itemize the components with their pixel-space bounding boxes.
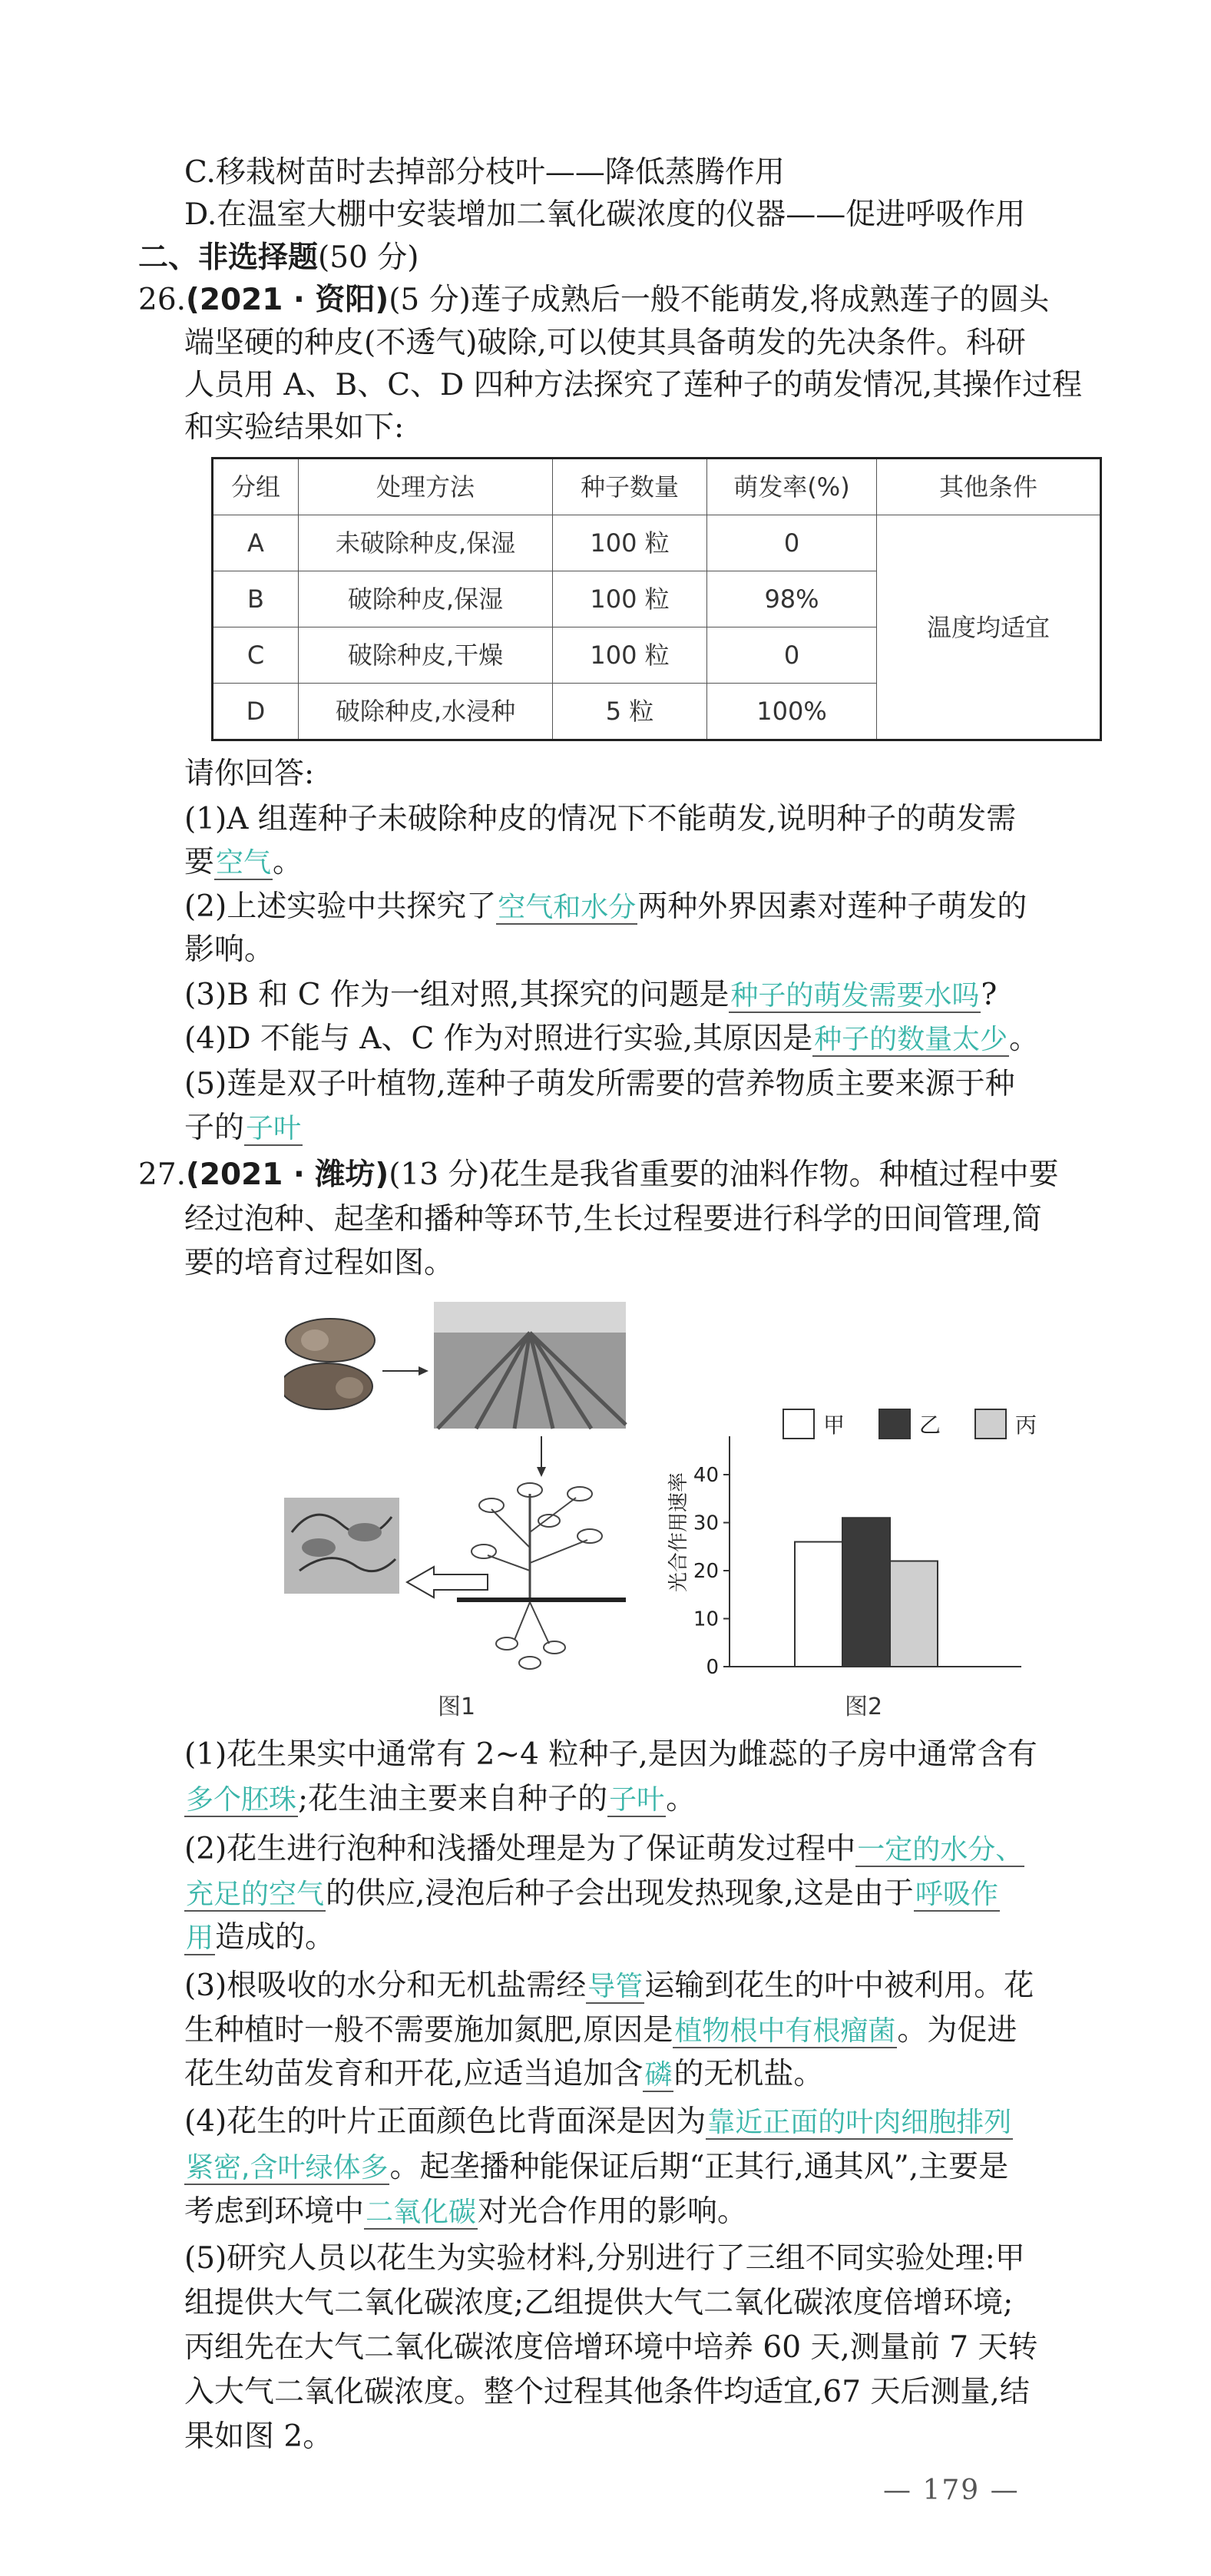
table-cell: D bbox=[213, 684, 299, 740]
text: (4)花生的叶片正面颜色比背面深是因为 bbox=[184, 2104, 706, 2139]
table-cell: 破除种皮,保湿 bbox=[299, 571, 553, 627]
answer: 导管 bbox=[587, 1971, 644, 2002]
chart-legend-label: 丙 bbox=[1015, 1412, 1037, 1438]
q27-sub1-line2 bbox=[184, 1774, 696, 1826]
text: 要 bbox=[184, 845, 215, 879]
chart-bars bbox=[795, 1518, 938, 1667]
q27-sub2-line3 bbox=[184, 1912, 335, 1964]
q26-source: (2021 · 资阳) bbox=[186, 283, 389, 317]
text: (2)上述实验中共探究了 bbox=[184, 889, 497, 924]
q27-line2: 经过泡种、起垄和播种等环节,生长过程要进行科学的田间管理,简 bbox=[184, 1202, 1042, 1237]
text: (3)根吸收的水分和无机盐需经 bbox=[184, 1968, 587, 2003]
table-cell: 100 粒 bbox=[553, 627, 707, 684]
chart-legend-swatch bbox=[879, 1409, 910, 1439]
q27-number: 27. bbox=[138, 1157, 187, 1192]
text: 花生幼苗发育和开花,应适当追加含 bbox=[184, 2057, 644, 2091]
q26-line2: 端坚硬的种皮(不透气)破除,可以使其具备萌发的先决条件。科研 bbox=[184, 326, 1026, 360]
option-d: D.在温室大棚中安装增加二氧化碳浓度的仪器——促进呼吸作用 bbox=[184, 197, 1026, 232]
text: (3)B 和 C 作为一组对照,其探究的问题是 bbox=[184, 978, 730, 1012]
table-header-row bbox=[213, 459, 1101, 515]
q27-sub3-line3 bbox=[184, 2049, 823, 2101]
q27-line3: 要的培育过程如图。 bbox=[184, 1246, 455, 1280]
answer: 种子的萌发需要水吗 bbox=[730, 980, 980, 1012]
answer: 呼吸作 bbox=[915, 1879, 998, 1910]
q26-sub5-line2 bbox=[184, 1103, 303, 1154]
figure-1-illustration bbox=[284, 1302, 630, 1686]
text: (4)D 不能与 A、C 作为对照进行实验,其原因是 bbox=[184, 1021, 813, 1056]
text: 两种外界因素对莲种子萌发的 bbox=[637, 889, 1027, 924]
q26-sub1-line1: (1)A 组莲种子未破除种皮的情况下不能萌发,说明种子的萌发需 bbox=[184, 802, 1017, 836]
answer: 充足的空气 bbox=[186, 1879, 325, 1910]
table-header: 种子数量 bbox=[553, 459, 707, 515]
answer: 用 bbox=[186, 1922, 214, 1954]
q27-sub5-line1: (5)研究人员以花生为实验材料,分别进行了三组不同实验处理:甲 bbox=[184, 2241, 1025, 2276]
text: 运输到花生的叶中被利用。花 bbox=[644, 1968, 1034, 2003]
table-header: 萌发率(%) bbox=[707, 459, 877, 515]
chart-y-tick-label: 10 bbox=[693, 1608, 719, 1631]
table-cell: 0 bbox=[707, 515, 877, 571]
q26-sub2-line1 bbox=[184, 882, 1027, 933]
q27-sub5-line4: 入大气二氧化碳浓度。整个过程其他条件均适宜,67 天后测量,结 bbox=[184, 2375, 1030, 2409]
answer: 空气和水分 bbox=[498, 892, 637, 923]
section-score: (50 分) bbox=[318, 240, 419, 275]
text: 考虑到环境中 bbox=[184, 2194, 365, 2229]
q27-sub1-line1: (1)花生果实中通常有 2~4 粒种子,是因为雌蕊的子房中通常含有 bbox=[184, 1737, 1037, 1772]
table-header: 处理方法 bbox=[299, 459, 553, 515]
text: 。为促进 bbox=[897, 2013, 1017, 2048]
chart-legend-swatch bbox=[783, 1409, 814, 1439]
text: 的供应,浸泡后种子会出现发热现象,这是由于 bbox=[326, 1876, 914, 1911]
table-cell: 100 粒 bbox=[553, 515, 707, 571]
text: 的无机盐。 bbox=[673, 2057, 824, 2091]
text: 。 bbox=[666, 1782, 696, 1816]
chart-bar-1 bbox=[795, 1542, 842, 1667]
q26-sub4 bbox=[184, 1014, 1039, 1065]
table-cell: 100 粒 bbox=[553, 571, 707, 627]
table-cell: A bbox=[213, 515, 299, 571]
table-cell: 5 粒 bbox=[553, 684, 707, 740]
text: 。起垄播种能保证后期“正其行,通其风”,主要是 bbox=[389, 2150, 1009, 2184]
arrow-right-icon bbox=[382, 1366, 428, 1376]
q26-line3: 人员用 A、B、C、D 四种方法探究了莲种子的萌发情况,其操作过程 bbox=[184, 368, 1083, 402]
chart-legend-label: 乙 bbox=[919, 1412, 941, 1438]
text: ? bbox=[981, 978, 998, 1012]
text: 生种植时一般不需要施加氮肥,原因是 bbox=[184, 2013, 673, 2048]
q27-sub5-line3: 丙组先在大气二氧化碳浓度倍增环境中培养 60 天,测量前 7 天转 bbox=[184, 2330, 1038, 2365]
text: (2)花生进行泡种和浅播处理是为了保证萌发过程中 bbox=[184, 1832, 856, 1866]
q26-text: (5 分)莲子成熟后一般不能萌发,将成熟莲子的圆头 bbox=[389, 283, 1050, 317]
q27-sub4-line1 bbox=[184, 2097, 1013, 2148]
chart-legend bbox=[783, 1409, 1037, 1439]
figure-2-bar-chart bbox=[660, 1406, 1060, 1682]
chart-ylabel: 光合作用速率 bbox=[667, 1472, 690, 1593]
table-header: 其他条件 bbox=[877, 459, 1101, 515]
chart-legend-label: 甲 bbox=[823, 1412, 845, 1438]
answer: 一定的水分、 bbox=[857, 1834, 1024, 1866]
chart-y-ticks bbox=[693, 1464, 730, 1679]
answer: 植物根中有根瘤菌 bbox=[674, 2015, 896, 2047]
answer: 子叶 bbox=[246, 1113, 302, 1144]
q27-text: (13 分)花生是我省重要的油料作物。种植过程中要 bbox=[389, 1157, 1059, 1192]
answer: 紧密,含叶绿体多 bbox=[186, 2152, 389, 2184]
experiment-table bbox=[211, 457, 1102, 741]
chart-y-tick-label: 20 bbox=[693, 1560, 719, 1583]
q26-sub2-line2: 影响。 bbox=[184, 932, 275, 967]
table-cell: 0 bbox=[707, 627, 877, 684]
option-c: C.移栽树苗时去掉部分枝叶——降低蒸腾作用 bbox=[184, 155, 785, 190]
answer: 二氧化碳 bbox=[366, 2197, 477, 2228]
q27-sub2-line1 bbox=[184, 1824, 1024, 1876]
text: ;花生油主要来自种子的 bbox=[298, 1782, 608, 1816]
field-rows-photo bbox=[434, 1302, 626, 1429]
text: 造成的。 bbox=[215, 1920, 336, 1955]
chart-bar-3 bbox=[890, 1561, 938, 1667]
q26-number: 26. bbox=[138, 283, 187, 317]
page-number: — 179 — bbox=[883, 2475, 1020, 2506]
answer: 多个胚珠 bbox=[186, 1784, 297, 1816]
figure-1-caption: 图1 bbox=[438, 1694, 476, 1720]
arrow-down-icon bbox=[537, 1436, 546, 1477]
chart-y-tick-label: 40 bbox=[693, 1464, 719, 1487]
table-cell: B bbox=[213, 571, 299, 627]
table-cell: 破除种皮,干燥 bbox=[299, 627, 553, 684]
table-cell: 破除种皮,水浸种 bbox=[299, 684, 553, 740]
table-cell: 98% bbox=[707, 571, 877, 627]
q27-source: (2021 · 潍坊) bbox=[186, 1157, 389, 1192]
q27-sub3-line1 bbox=[184, 1961, 1034, 2012]
answer: 子叶 bbox=[609, 1784, 665, 1816]
chart-y-tick-label: 30 bbox=[693, 1511, 719, 1535]
q27-sub4-line2 bbox=[184, 2142, 1008, 2194]
table-cell: 未破除种皮,保湿 bbox=[299, 515, 553, 571]
table-row bbox=[213, 515, 1101, 571]
q26-sub5-line1: (5)莲是双子叶植物,莲种子萌发所需要的营养物质主要来源于种 bbox=[184, 1067, 1015, 1101]
chart-legend-swatch bbox=[975, 1409, 1006, 1439]
table-cell: C bbox=[213, 627, 299, 684]
answer: 靠近正面的叶肉细胞排列 bbox=[707, 2107, 1012, 2138]
q27-sub5-line5: 果如图 2。 bbox=[184, 2419, 333, 2454]
arrow-left-hollow-icon bbox=[407, 1567, 488, 1598]
figure-2-caption: 图2 bbox=[845, 1694, 883, 1720]
answer: 种子的数量太少 bbox=[814, 1024, 1008, 1055]
text: 子的 bbox=[184, 1111, 245, 1145]
answer: 空气 bbox=[216, 847, 272, 879]
leaf-detail-photo bbox=[284, 1498, 399, 1594]
q26-line4: 和实验结果如下: bbox=[184, 410, 405, 445]
text: 对光合作用的影响。 bbox=[478, 2194, 748, 2229]
section-title: 二、非选择题 bbox=[138, 240, 319, 275]
text: 。 bbox=[1009, 1021, 1040, 1056]
chart-y-tick-label: 0 bbox=[706, 1656, 719, 1679]
q26-prompt: 请你回答: bbox=[184, 757, 315, 791]
peanut-pods-icon bbox=[284, 1319, 375, 1409]
table-merged-cell: 温度均适宜 bbox=[877, 515, 1101, 740]
q27-sub5-line2: 组提供大气二氧化碳浓度;乙组提供大气二氧化碳浓度倍增环境; bbox=[184, 2286, 1014, 2320]
answer: 磷 bbox=[644, 2059, 673, 2091]
q27-sub4-line3 bbox=[184, 2187, 747, 2238]
chart-bar-2 bbox=[842, 1518, 890, 1667]
q27-line1 bbox=[138, 1150, 1059, 1200]
q26-sub1-line2 bbox=[184, 837, 303, 889]
table-header: 分组 bbox=[213, 459, 299, 515]
text: 。 bbox=[273, 845, 303, 879]
table-cell: 100% bbox=[707, 684, 877, 740]
